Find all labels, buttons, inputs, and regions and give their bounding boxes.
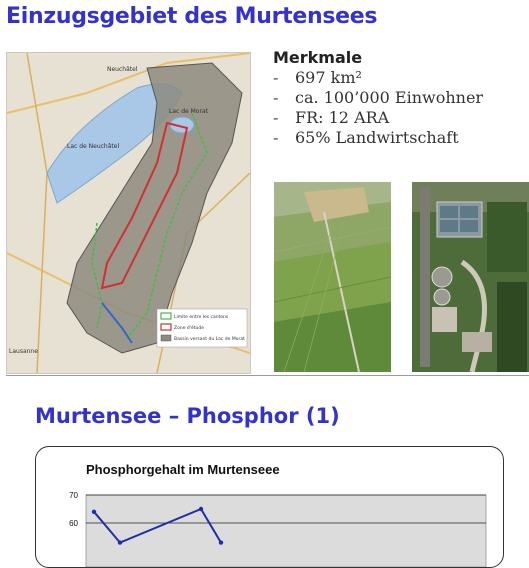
slide-title-phosphor: Murtensee – Phosphor (1) <box>35 404 340 428</box>
chart-plot <box>36 447 503 567</box>
y-tick-label: 60 <box>69 519 78 528</box>
feature-area: - 697 km² <box>273 68 362 87</box>
map-label-neuchatel: Neuchâtel <box>107 66 138 73</box>
wastewater-treatment-plant-photo <box>412 182 529 372</box>
features-list <box>273 68 483 148</box>
data-point <box>92 510 96 514</box>
feature-population: - ca. 100’000 Einwohner <box>273 88 484 107</box>
map-label-lac-neuchatel: Lac de Neuchâtel <box>67 143 120 150</box>
catchment-map <box>6 52 251 374</box>
y-tick-label: 70 <box>69 491 78 500</box>
map-graphic <box>7 53 250 373</box>
feature-ara: - FR: 12 ARA <box>273 108 390 127</box>
map-label-lausanne: Lausanne <box>9 348 38 355</box>
features-heading: Merkmale <box>273 48 363 67</box>
data-point <box>219 540 223 544</box>
data-point <box>199 507 203 511</box>
features-block <box>273 48 483 148</box>
chart-title: Phosphorgehalt im Murtenseee <box>86 462 280 477</box>
svg-text:Bassin versant du Lac de Morat: Bassin versant du Lac de Morat <box>174 337 245 342</box>
feature-agriculture: - 65% Landwirtschaft <box>273 128 459 147</box>
aerial-farmland-photo <box>274 182 391 372</box>
slide-title-catchment: Einzugsgebiet des Murtensees <box>6 4 378 29</box>
phosphor-chart <box>35 446 504 568</box>
svg-text:Zone d'étude: Zone d'étude <box>174 326 204 331</box>
slide-divider <box>6 375 529 376</box>
data-point <box>118 540 122 544</box>
map-label-lac-morat: Lac de Morat <box>169 108 208 115</box>
svg-text:Limite entre les cantons: Limite entre les cantons <box>174 315 229 320</box>
